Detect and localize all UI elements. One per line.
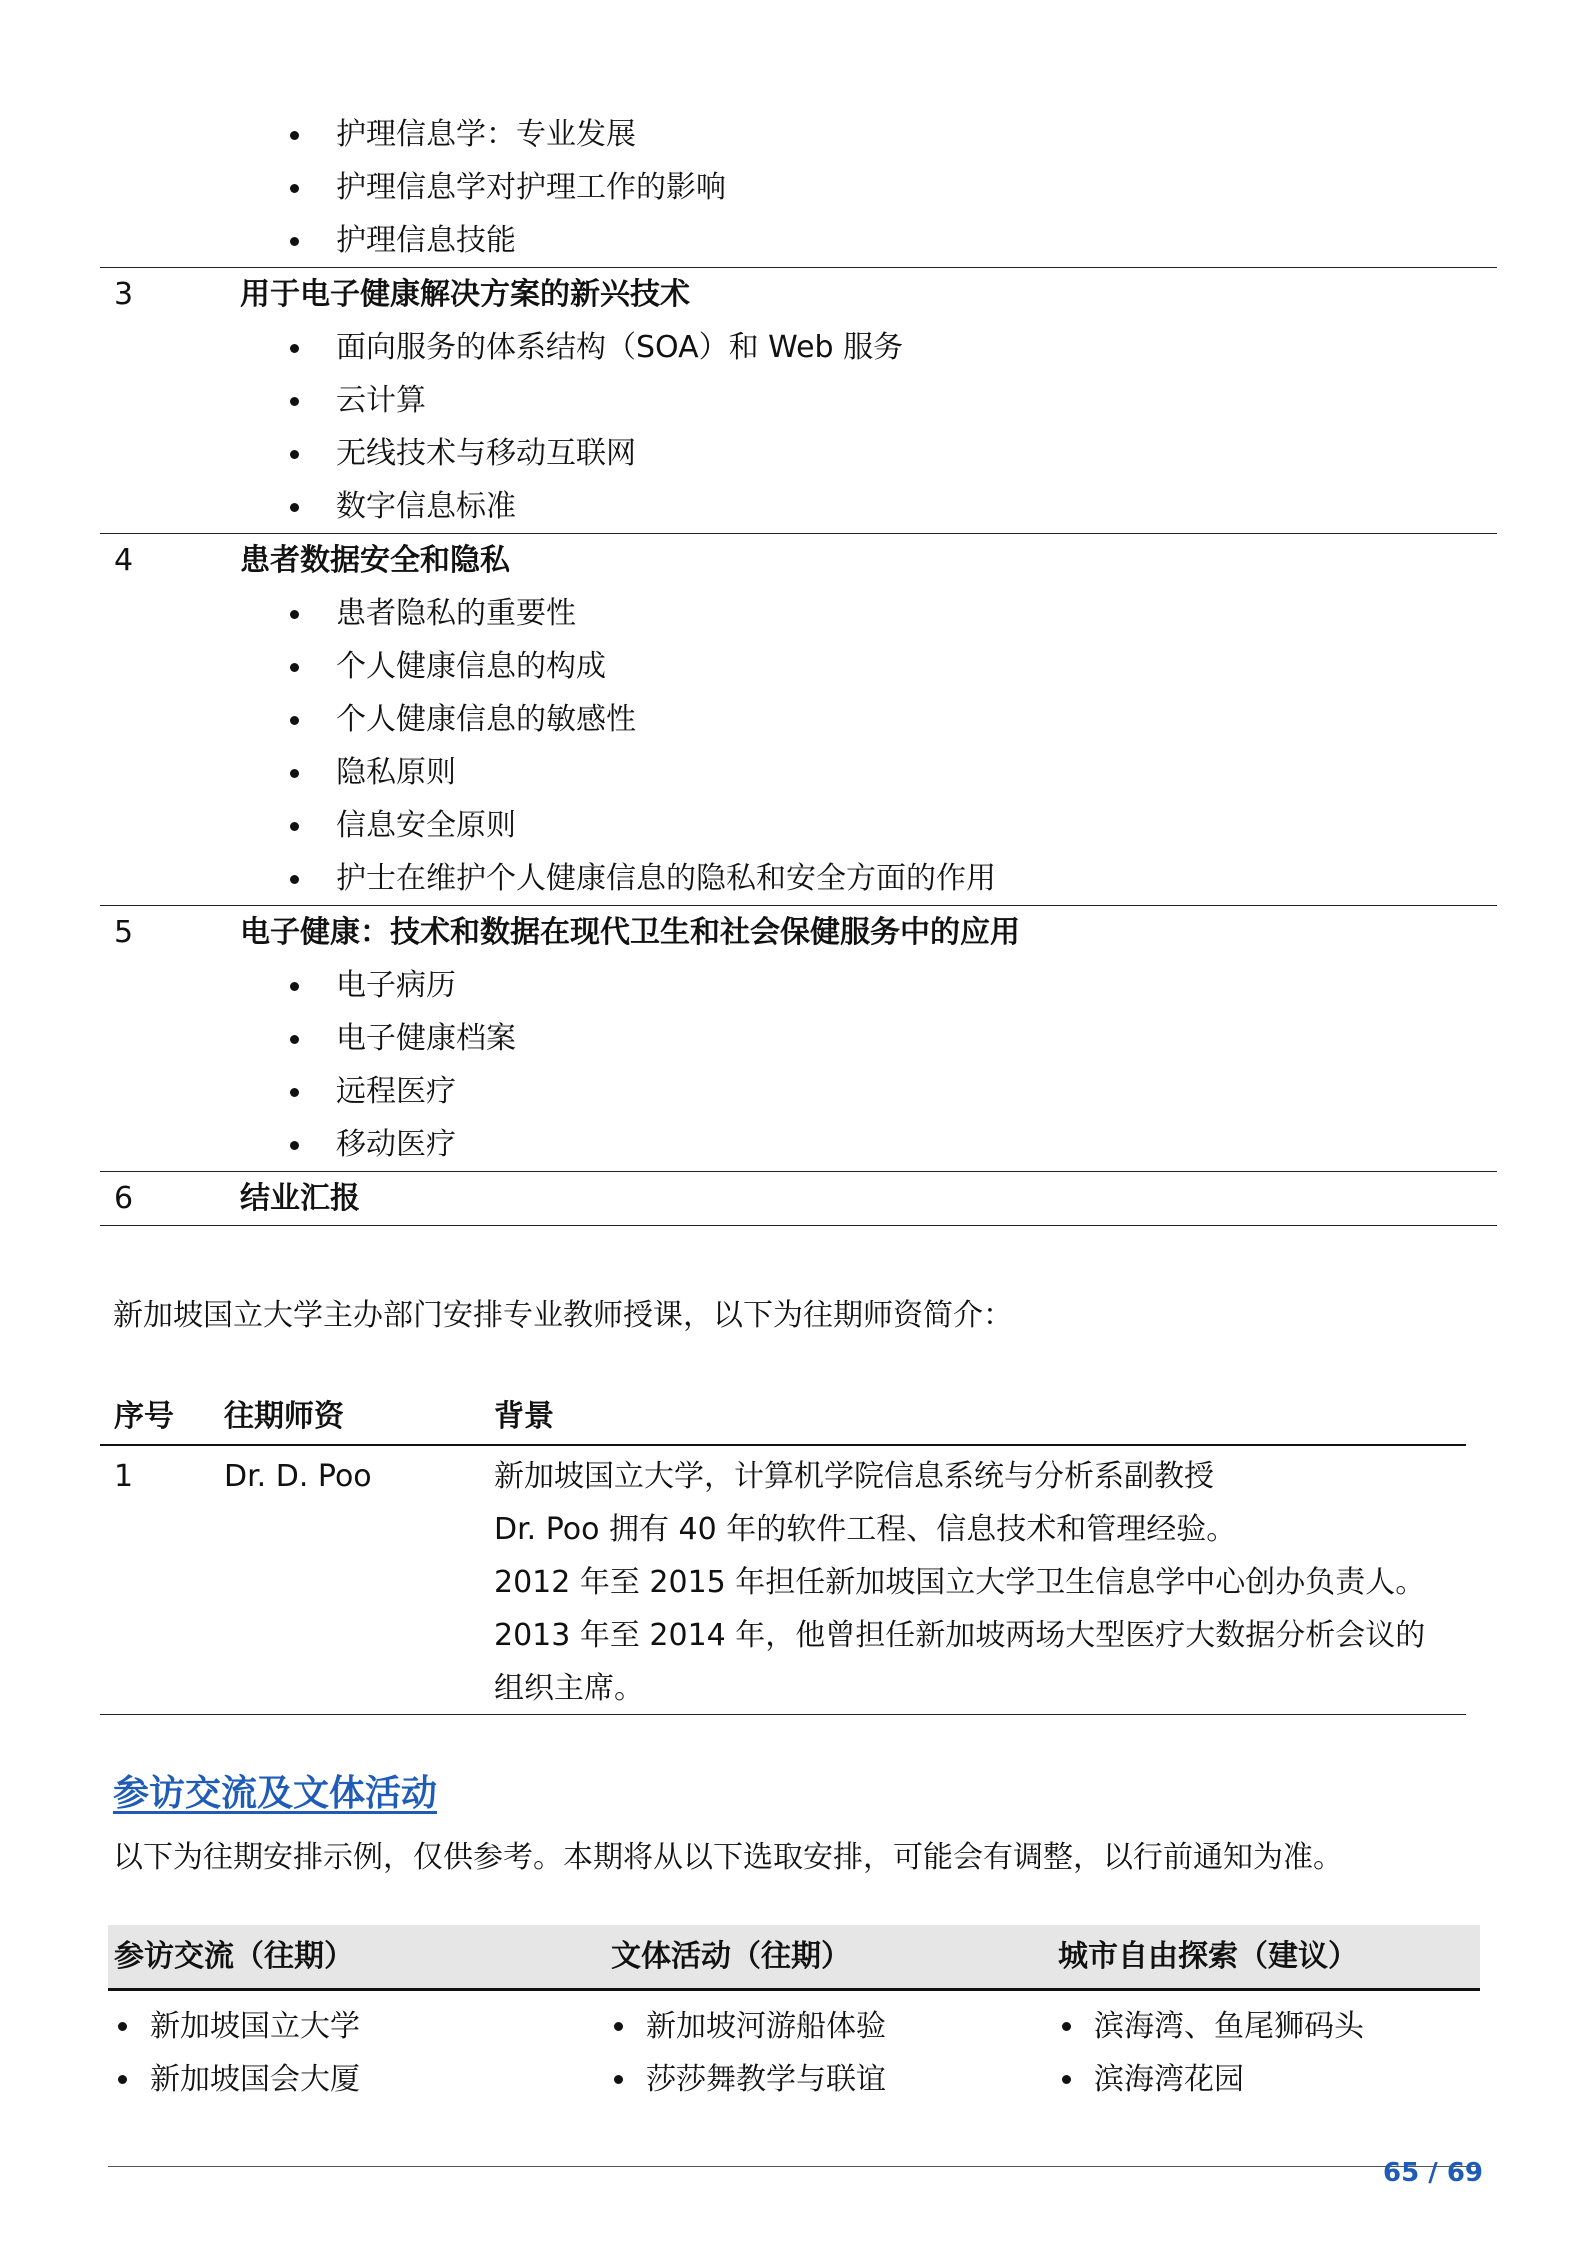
header-culture: 文体活动（往期） [611, 1939, 851, 1974]
list-item: 新加坡国立大学 [108, 2000, 360, 2053]
course-module [100, 905, 1497, 1171]
list-item: 个人健康信息的敏感性 [100, 693, 1497, 746]
list-item: 莎莎舞教学与联谊 [604, 2053, 886, 2106]
module-header [100, 1172, 1497, 1225]
course-module [100, 267, 1497, 533]
module-number: 5 [114, 915, 134, 950]
list-item: 新加坡河游船体验 [604, 2000, 886, 2053]
faculty-name: Dr. D. Poo [224, 1459, 372, 1494]
list-item: 数字信息标准 [100, 480, 1497, 533]
list-item: 护理信息学对护理工作的影响 [100, 161, 1497, 214]
list-item: 电子健康档案 [100, 1012, 1497, 1065]
faculty-intro-text: 新加坡国立大学主办部门安排专业教师授课，以下为往期师资简介： [113, 1298, 1013, 1333]
course-module [100, 533, 1497, 905]
list-item: 隐私原则 [100, 746, 1497, 799]
module-header [100, 906, 1497, 959]
list-item: 护士在维护个人健康信息的隐私和安全方面的作用 [100, 852, 1497, 905]
header-no: 序号 [114, 1399, 174, 1434]
module-topic-list [100, 108, 1497, 267]
list-item: 信息安全原则 [100, 799, 1497, 852]
background-line: 2013 年至 2014 年，他曾担任新加坡两场大型医疗大数据分析会议的 [494, 1618, 1426, 1653]
table-row [100, 1446, 1466, 1715]
page-number: 65 / 69 [1383, 2158, 1483, 2188]
activities-table-body [108, 1991, 1480, 2167]
list-item: 面向服务的体系结构（SOA）和 Web 服务 [100, 321, 1497, 374]
list-item: 滨海湾花园 [1052, 2053, 1364, 2106]
faculty-background [494, 1450, 1425, 1715]
culture-column [604, 1991, 886, 2106]
table-bottom-rule [100, 1225, 1497, 1226]
activities-table-header [108, 1925, 1480, 1991]
faculty-table [100, 1390, 1466, 1715]
module-topic-list [100, 959, 1497, 1171]
module-header [100, 268, 1497, 321]
background-line: 2012 年至 2015 年担任新加坡国立大学卫生信息学中心创办负责人。 [494, 1565, 1426, 1600]
list-item: 患者隐私的重要性 [100, 587, 1497, 640]
list-item: 移动医疗 [100, 1118, 1497, 1171]
module-title: 用于电子健康解决方案的新兴技术 [240, 277, 690, 312]
module-header [100, 534, 1497, 587]
list-item: 无线技术与移动互联网 [100, 427, 1497, 480]
list-item: 远程医疗 [100, 1065, 1497, 1118]
list-item: 新加坡国会大厦 [108, 2053, 360, 2106]
background-line: 组织主席。 [494, 1671, 644, 1706]
header-explore: 城市自由探索（建议） [1058, 1939, 1358, 1974]
visits-column [108, 1991, 360, 2106]
module-title: 患者数据安全和隐私 [240, 543, 510, 578]
module-number: 3 [114, 277, 134, 312]
background-line: Dr. Poo 拥有 40 年的软件工程、信息技术和管理经验。 [494, 1512, 1237, 1547]
course-module [100, 1171, 1497, 1225]
module-topic-list [100, 321, 1497, 533]
list-item: 云计算 [100, 374, 1497, 427]
header-background: 背景 [494, 1399, 554, 1434]
module-number: 4 [114, 543, 134, 578]
module-topic-list [100, 587, 1497, 905]
header-visits: 参访交流（往期） [114, 1939, 354, 1974]
list-item: 滨海湾、鱼尾狮码头 [1052, 2000, 1364, 2053]
list-item: 个人健康信息的构成 [100, 640, 1497, 693]
course-module-table [100, 108, 1497, 1226]
faculty-table-header [100, 1390, 1466, 1446]
faculty-no: 1 [114, 1459, 134, 1494]
module-number: 6 [114, 1181, 134, 1216]
list-item: 电子病历 [100, 959, 1497, 1012]
explore-column [1052, 1991, 1364, 2106]
section-title-activities: 参访交流及文体活动 [113, 1773, 438, 1814]
list-item: 护理信息学：专业发展 [100, 108, 1497, 161]
list-item: 护理信息技能 [100, 214, 1497, 267]
module-title: 结业汇报 [240, 1181, 360, 1216]
header-name: 往期师资 [224, 1399, 344, 1434]
course-module [100, 108, 1497, 267]
activities-note: 以下为往期安排示例，仅供参考。本期将从以下选取安排，可能会有调整，以行前通知为准。 [113, 1840, 1343, 1875]
background-line: 新加坡国立大学，计算机学院信息系统与分析系副教授 [494, 1459, 1214, 1494]
activities-table [108, 1925, 1480, 2167]
module-title: 电子健康：技术和数据在现代卫生和社会保健服务中的应用 [240, 915, 1020, 950]
